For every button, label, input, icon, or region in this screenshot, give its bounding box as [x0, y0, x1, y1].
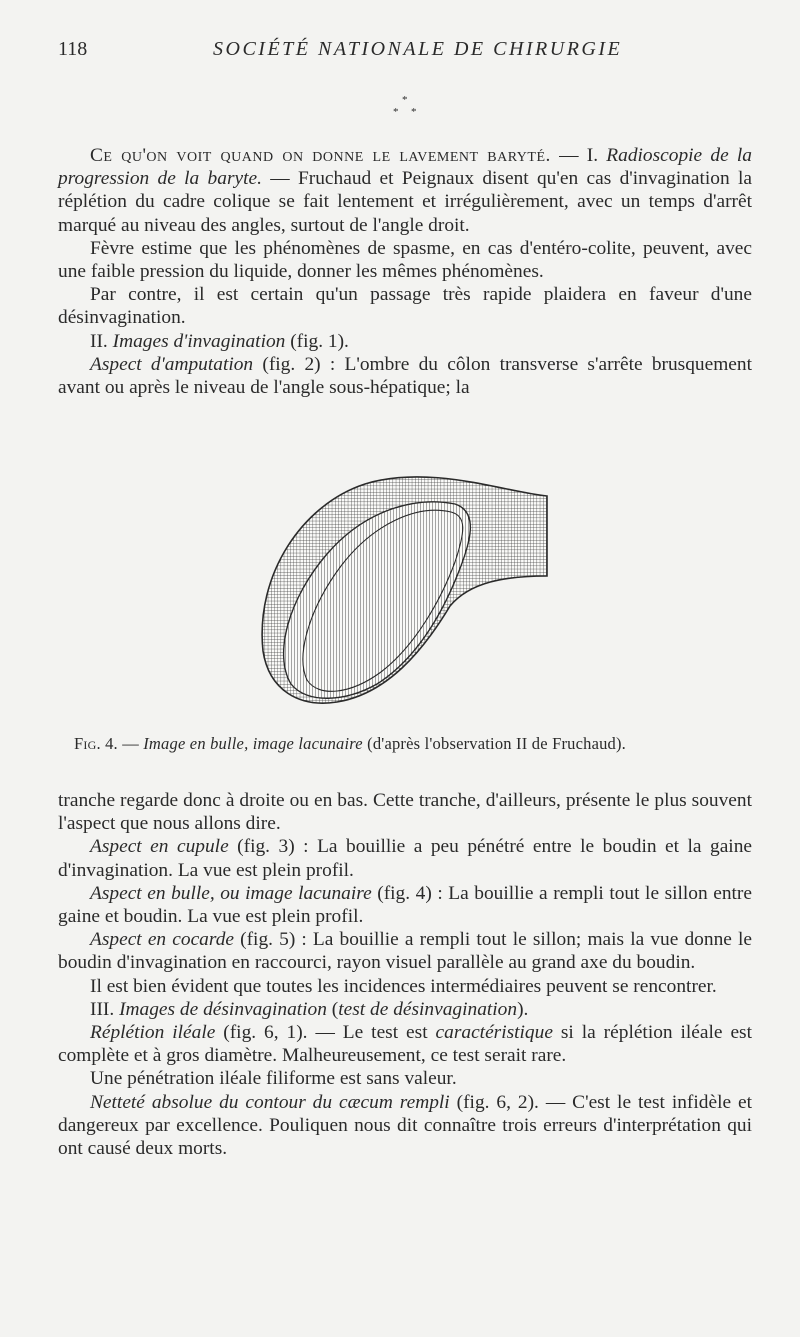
term-italic: Aspect en cupule [90, 836, 229, 858]
roman-numeral: II. [90, 330, 113, 352]
asterisk-right: * [411, 106, 417, 118]
caption-dash: — [117, 734, 144, 753]
paragraph-aspect-cocarde [58, 928, 752, 974]
paragraph-penetration-filiforme: Une pénétration iléale filiforme est sans valeur. [90, 1068, 457, 1090]
section-separator-asterisks [388, 94, 422, 122]
paragraph-aspect-cupule [58, 835, 752, 881]
term-italic: Netteté absolue du contour du cæcum rempli [90, 1091, 450, 1113]
term-italic: Aspect en bulle, ou image lacunaire [90, 882, 372, 904]
paragraph-nettete-cæcum [58, 1091, 752, 1161]
paragraph-aspect-amputation [58, 353, 752, 399]
figure-reference: (fig. 1). [285, 330, 349, 352]
paragraph-images-desinvagination [58, 998, 752, 1021]
asterisk-top: * [402, 94, 408, 106]
figure-4-bulle-illustration [255, 476, 555, 712]
caption-source: (d'après l'observation II de Fruchaud). [362, 734, 627, 753]
paragraph-par-contre: Par contre, il est certain qu'un passage très rapide plaidera en faveur d'une désinvagination. [58, 284, 752, 329]
page-header [58, 38, 750, 66]
running-title: SOCIÉTÉ NATIONALE DE CHIRURGIE [213, 38, 623, 60]
subsection-title-radioscopie: Radioscopie de la progression de la baryte. [58, 145, 752, 190]
paren-open: ( [326, 998, 339, 1020]
term-italic: Aspect d'amputation [90, 353, 254, 375]
paragraph-repletion-ileale [58, 1021, 752, 1067]
roman-numeral: III. [90, 998, 120, 1020]
paragraph-fevre: Fèvre estime que les phénomènes de spasme, en cas d'entéro-colite, peuvent, avec une faible pression du liquide, donner les mêmes phénomènes. [58, 237, 752, 283]
heading-dash: — I. [550, 145, 607, 166]
paragraph-text: (fig. 4) : La bouillie a rempli tout le sillon entre gaine et boudin. La vue est plein profil. [58, 882, 752, 928]
paragraph-text: — Fruchaud et Peignaux disent qu'en cas d'invagination la réplétion du cadre colique se fait lentement et irrégulièrement, avec un temps d'arrêt marqué au niveau des angles, surtout de l'angle droit. [58, 168, 753, 236]
asterisk-left: * [393, 106, 399, 118]
paragraph-text: (fig. 2) : L'ombre du côlon transverse s'arrête brusquement avant ou après le niveau de l'angle sous-hépatique; la [58, 353, 752, 399]
subsection-subtitle: test de désinvagination [338, 998, 518, 1020]
term-italic: Réplétion iléale [90, 1022, 216, 1044]
bottom-text-block [58, 789, 752, 1160]
paragraph-text: (fig. 6, 2). — C'est le test infidèle et dangereux par excellence. Pouliquen nous dit connaître trois erreurs d'interprétation qui ont causé deux morts. [58, 1091, 752, 1160]
paragraph-text: (fig. 3) : La bouillie a peu pénétré entre le boudin et la gaine d'invagination. La vue est plein profil. [58, 836, 752, 881]
caption-title: Image en bulle, image lacunaire [143, 734, 363, 753]
paren-close: ). [517, 998, 529, 1020]
top-text-block [58, 144, 752, 399]
paragraph-text: si la réplétion iléale est complète et à gros diamètre. Malheureusement, ce test serait rare. [58, 1022, 752, 1067]
paragraph-text: (fig. 5) : La bouillie a rempli tout le sillon; mais la vue donne le boudin d'invagination en raccourci, rayon visuel parallèle au grand axe du boudin. [58, 929, 752, 974]
section-heading-smallcaps: Ce qu'on voit quand on donne le lavement baryté. [90, 145, 551, 166]
figure-caption [74, 734, 626, 754]
subsection-title: Images de désinvagination [119, 998, 327, 1020]
paragraph-barium-enema [58, 144, 752, 237]
term-italic-emphasis: caractéristique [435, 1022, 553, 1044]
paragraph-incidences: Il est bien évident que toutes les incidences intermédiaires peuvent se rencontrer. [90, 975, 717, 997]
paragraph-images-invagination [58, 330, 752, 353]
paragraph-aspect-bulle [58, 882, 752, 928]
paragraph-tranche: tranche regarde donc à droite ou en bas. Cette tranche, d'ailleurs, présente le plus souvent l'aspect que nous allons dire. [58, 790, 752, 835]
figure-label: Fig. 4. [74, 734, 118, 753]
paragraph-text: (fig. 6, 1). — Le test est [215, 1022, 436, 1044]
subsection-title: Images d'invagination [112, 330, 286, 352]
page-number: 118 [58, 38, 88, 60]
term-italic: Aspect en cocarde [90, 929, 234, 951]
